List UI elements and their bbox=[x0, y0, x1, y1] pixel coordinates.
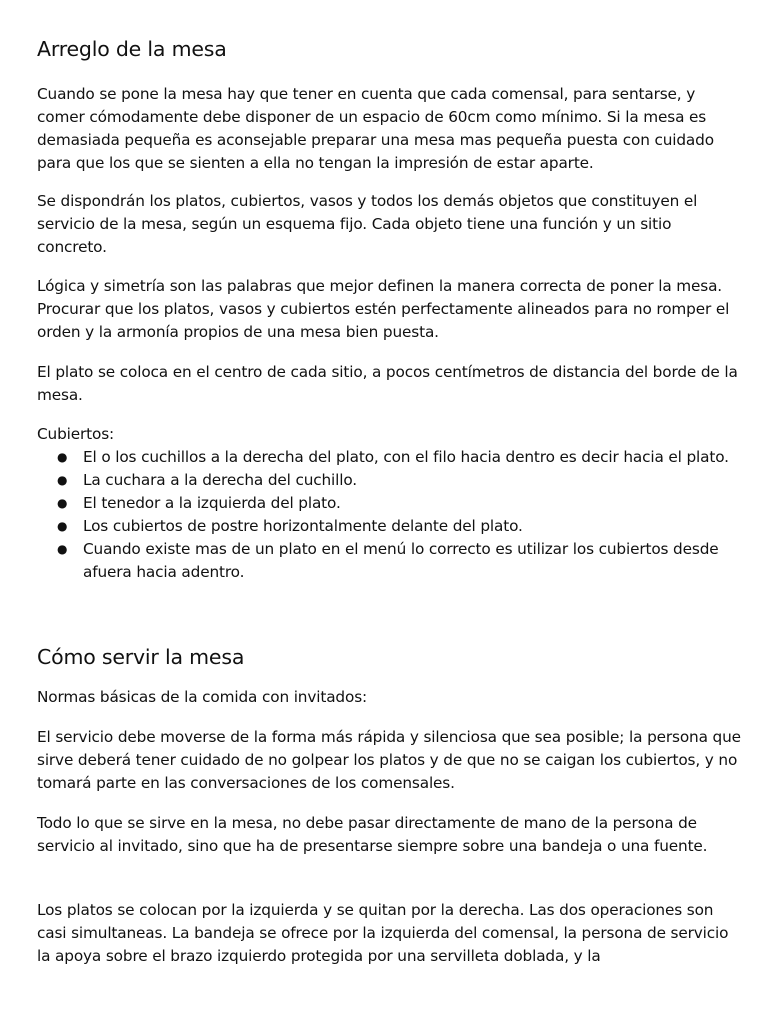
section-title-arreglo: Arreglo de la mesa bbox=[37, 37, 227, 61]
list-item-text: Cuando existe mas de un plato en el menú lo correcto es utilizar los cubiertos desde afuera hacia adentro. bbox=[83, 540, 719, 581]
list-item-text: La cuchara a la derecha del cuchillo. bbox=[83, 471, 358, 489]
bullet-icon: ● bbox=[57, 519, 68, 533]
list-item bbox=[37, 446, 741, 469]
cubiertos-list bbox=[37, 446, 741, 584]
list-item bbox=[37, 492, 741, 515]
paragraph-7: Todo lo que se sirve en la mesa, no debe pasar directamente de mano de la persona de servicio al invitado, sino que ha de presentarse siempre sobre una bandeja o una fuente. bbox=[37, 814, 708, 855]
paragraph-8: Los platos se colocan por la izquierda y se quitan por la derecha. Las dos operaciones son casi simultaneas. La bandeja se ofrece por la izquierda del comensal, la persona de servicio la apoya sobre el brazo izquierdo protegida por una servilleta doblada, y la bbox=[37, 901, 729, 965]
paragraph-5: Normas básicas de la comida con invitados: bbox=[37, 688, 368, 706]
list-item-text: El tenedor a la izquierda del plato. bbox=[83, 494, 341, 512]
paragraph-1: Cuando se pone la mesa hay que tener en cuenta que cada comensal, para sentarse, y comer cómodamente debe disponer de un espacio de 60cm como mínimo. Si la mesa es demasiada pequeña es aconsejable preparar una mesa mas pequeña puesta con cuidado para que los que se sienten a ella no tengan la impresión de estar aparte. bbox=[37, 85, 714, 172]
list-item bbox=[37, 469, 741, 492]
list-item-text: Los cubiertos de postre horizontalmente delante del plato. bbox=[83, 517, 523, 535]
paragraph-6: El servicio debe moverse de la forma más rápida y silenciosa que sea posible; la persona que sirve deberá tener cuidado de no golpear los platos y de que no se caigan los cubiertos, y no tomará parte en las conversaciones de los comensales. bbox=[37, 728, 741, 792]
section-title-servir: Cómo servir la mesa bbox=[37, 645, 245, 669]
bullet-icon: ● bbox=[57, 450, 68, 464]
paragraph-4: El plato se coloca en el centro de cada sitio, a pocos centímetros de distancia del borde de la mesa. bbox=[37, 363, 738, 404]
list-item bbox=[37, 515, 741, 538]
bullet-icon: ● bbox=[57, 473, 68, 487]
list-label: Cubiertos: bbox=[37, 425, 115, 443]
bullet-icon: ● bbox=[57, 496, 68, 510]
list-item-text: El o los cuchillos a la derecha del plato, con el filo hacia dentro es decir hacia el plato. bbox=[83, 448, 729, 466]
list-item bbox=[37, 538, 741, 584]
paragraph-3: Lógica y simetría son las palabras que mejor definen la manera correcta de poner la mesa. Procurar que los platos, vasos y cubiertos estén perfectamente alineados para no romper el orden y la armonía propios de una mesa bien puesta. bbox=[37, 277, 730, 341]
paragraph-2: Se dispondrán los platos, cubiertos, vasos y todos los demás objetos que constituyen el servicio de la mesa, según un esquema fijo. Cada objeto tiene una función y un sitio concreto. bbox=[37, 192, 698, 256]
bullet-icon: ● bbox=[57, 542, 68, 556]
